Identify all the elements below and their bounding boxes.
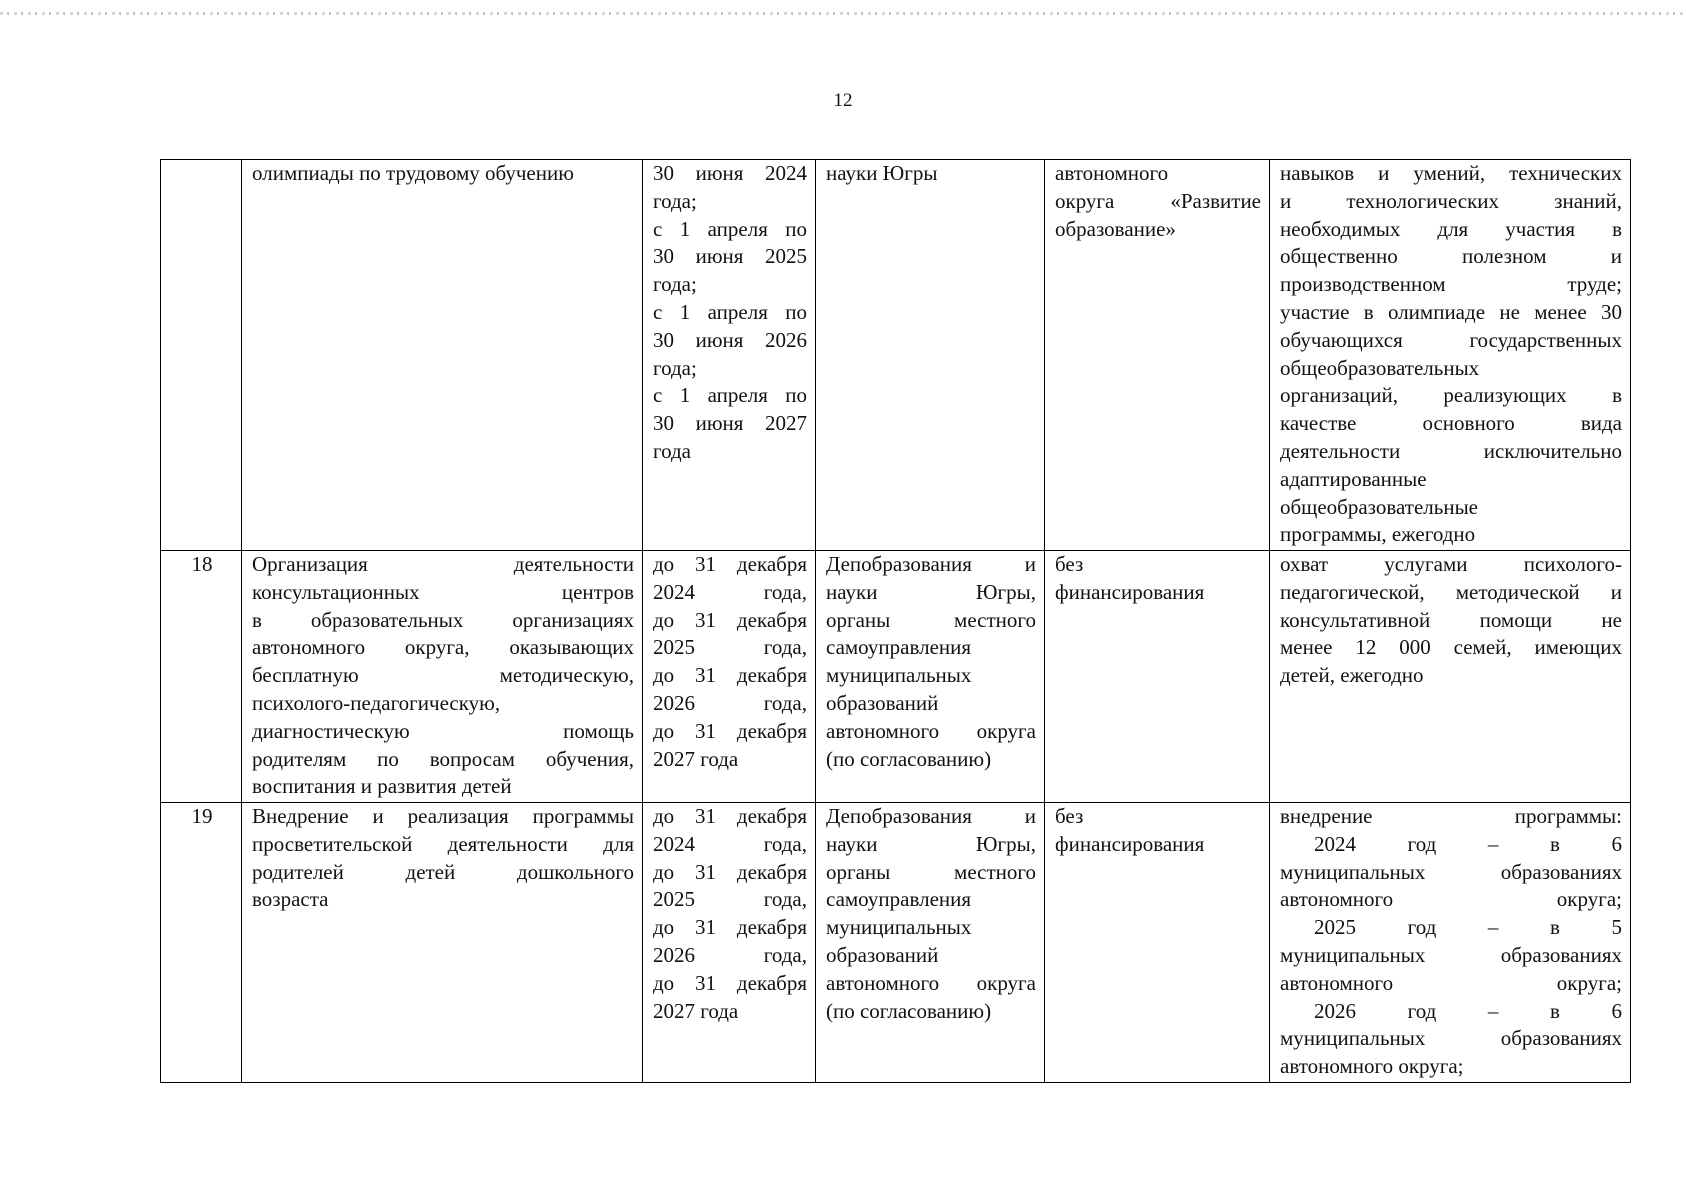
cell-line: 2025 года, xyxy=(653,635,807,660)
period-cell xyxy=(643,803,816,1083)
event-cell xyxy=(242,803,643,1083)
cell-line: производственном труде; xyxy=(1280,272,1622,297)
cell-line: Организация деятельности xyxy=(252,552,634,576)
page-number: 12 xyxy=(833,90,853,111)
scan-edge-artifact xyxy=(0,12,1686,15)
cell-line: 2025 года, xyxy=(653,887,807,912)
cell-line: без xyxy=(1055,804,1084,828)
cell-line: органы местного xyxy=(826,607,1036,632)
cell-line: с 1 апреля по xyxy=(653,216,807,241)
cell-line: муниципальных образованиях xyxy=(1280,1026,1622,1051)
cell-line: программы, ежегодно xyxy=(1280,522,1476,547)
cell-line: и технологических знаний, xyxy=(1280,188,1622,213)
period-cell xyxy=(643,551,816,803)
cell-line: педагогической, методической и xyxy=(1280,579,1622,604)
cell-line: науки Югры xyxy=(826,161,938,185)
row-number-cell: 18 xyxy=(161,551,242,803)
cell-line: олимпиады по трудовому обучению xyxy=(252,161,574,185)
cell-line: без xyxy=(1055,552,1084,576)
responsible-cell xyxy=(816,160,1045,551)
cell-line: 2024 года, xyxy=(653,579,807,604)
cell-line: обучающихся государственных xyxy=(1280,327,1622,352)
cell-line: самоуправления xyxy=(826,635,972,660)
cell-line: округа «Развитие xyxy=(1055,188,1261,213)
cell-line: общеобразовательные xyxy=(1280,494,1478,519)
cell-line: участие в олимпиаде не менее 30 xyxy=(1280,299,1622,324)
cell-line: психолого-педагогическую, xyxy=(252,690,501,715)
responsible-cell xyxy=(816,551,1045,803)
cell-line: менее 12 000 семей, имеющих xyxy=(1280,635,1622,660)
cell-line: охват услугами психолого- xyxy=(1280,552,1622,576)
cell-line: науки Югры, xyxy=(826,579,1036,604)
responsible-cell xyxy=(816,803,1045,1083)
funding-cell xyxy=(1045,551,1270,803)
cell-line: необходимых для участия в xyxy=(1280,216,1622,241)
cell-line: 2026 года, xyxy=(653,942,807,967)
cell-line: 2024 года, xyxy=(653,831,807,856)
cell-line: автономного xyxy=(1055,161,1169,185)
cell-line: муниципальных образованиях xyxy=(1280,859,1622,884)
cell-line: возраста xyxy=(252,887,329,912)
cell-line: деятельности исключительно xyxy=(1280,438,1622,463)
cell-line: года xyxy=(653,438,691,463)
cell-line: автономного округа; xyxy=(1280,970,1622,995)
cell-line: родителям по вопросам обучения, xyxy=(252,746,634,771)
cell-line: (по согласованию) xyxy=(826,998,992,1023)
table-row xyxy=(161,803,1631,1083)
cell-line: общественно полезном и xyxy=(1280,244,1622,269)
cell-line: автономного округа; xyxy=(1280,1054,1464,1079)
cell-line: автономного округа xyxy=(826,970,1036,995)
cell-line: Депобразования и xyxy=(826,804,1036,828)
cell-line: навыков и умений, технических xyxy=(1280,161,1622,185)
cell-line: 2027 года xyxy=(653,746,739,771)
cell-line: финансирования xyxy=(1055,579,1205,604)
cell-line: образований xyxy=(826,942,939,967)
cell-line: 2025 год – в 5 xyxy=(1314,915,1622,940)
table-row xyxy=(161,551,1631,803)
cell-line: образований xyxy=(826,690,939,715)
result-cell xyxy=(1270,160,1631,551)
cell-line: Внедрение и реализация программы xyxy=(252,804,634,828)
result-cell xyxy=(1270,551,1631,803)
cell-line: автономного округа xyxy=(826,718,1036,743)
cell-line: автономного округа, оказывающих xyxy=(252,635,634,660)
period-cell xyxy=(643,160,816,551)
cell-line: 30 июня 2024 xyxy=(653,161,807,185)
cell-line: консультационных центров xyxy=(252,579,634,604)
cell-line: года; xyxy=(653,272,697,297)
cell-line: консультативной помощи не xyxy=(1280,607,1622,632)
cell-line: 30 июня 2025 xyxy=(653,244,807,269)
cell-line: органы местного xyxy=(826,859,1036,884)
cell-line: 30 июня 2026 xyxy=(653,327,807,352)
cell-line: 2026 год – в 6 xyxy=(1314,998,1622,1023)
funding-cell xyxy=(1045,803,1270,1083)
cell-line: диагностическую помощь xyxy=(252,718,634,743)
cell-line: до 31 декабря xyxy=(653,607,807,632)
cell-line: с 1 апреля по xyxy=(653,299,807,324)
cell-line: внедрение программы: xyxy=(1280,804,1622,828)
cell-line: до 31 декабря xyxy=(653,859,807,884)
cell-line: автономного округа; xyxy=(1280,887,1622,912)
cell-line: детей, ежегодно xyxy=(1280,663,1424,688)
cell-line: организаций, реализующих в xyxy=(1280,383,1622,408)
cell-line: образование» xyxy=(1055,216,1176,241)
cell-line: года; xyxy=(653,355,697,380)
cell-line: воспитания и развития детей xyxy=(252,774,512,799)
result-cell xyxy=(1270,803,1631,1083)
event-cell xyxy=(242,551,643,803)
activities-table xyxy=(160,159,1631,1083)
cell-line: (по согласованию) xyxy=(826,746,992,771)
event-cell xyxy=(242,160,643,551)
cell-line: до 31 декабря xyxy=(653,663,807,688)
table-row xyxy=(161,160,1631,551)
funding-cell xyxy=(1045,160,1270,551)
cell-line: адаптированные xyxy=(1280,466,1427,491)
cell-line: 30 июня 2027 xyxy=(653,411,807,436)
cell-line: бесплатную методическую, xyxy=(252,663,634,688)
cell-line: самоуправления xyxy=(826,887,972,912)
cell-line: до 31 декабря xyxy=(653,718,807,743)
cell-line: 2024 год – в 6 xyxy=(1314,831,1622,856)
cell-line: родителей детей дошкольного xyxy=(252,859,634,884)
cell-line: в образовательных организациях xyxy=(252,607,634,632)
cell-line: финансирования xyxy=(1055,831,1205,856)
cell-line: до 31 декабря xyxy=(653,915,807,940)
cell-line: науки Югры, xyxy=(826,831,1036,856)
cell-line: Депобразования и xyxy=(826,552,1036,576)
cell-line: качестве основного вида xyxy=(1280,411,1622,436)
cell-line: до 31 декабря xyxy=(653,970,807,995)
cell-line: муниципальных xyxy=(826,915,972,940)
cell-line: с 1 апреля по xyxy=(653,383,807,408)
row-number-cell xyxy=(161,160,242,551)
cell-line: муниципальных xyxy=(826,663,972,688)
cell-line: до 31 декабря xyxy=(653,552,807,576)
cell-line: 2026 года, xyxy=(653,690,807,715)
cell-line: года; xyxy=(653,188,697,213)
cell-line: до 31 декабря xyxy=(653,804,807,828)
cell-line: 2027 года xyxy=(653,998,739,1023)
row-number-cell: 19 xyxy=(161,803,242,1083)
cell-line: просветительской деятельности для xyxy=(252,831,634,856)
cell-line: муниципальных образованиях xyxy=(1280,942,1622,967)
cell-line: общеобразовательных xyxy=(1280,355,1480,380)
